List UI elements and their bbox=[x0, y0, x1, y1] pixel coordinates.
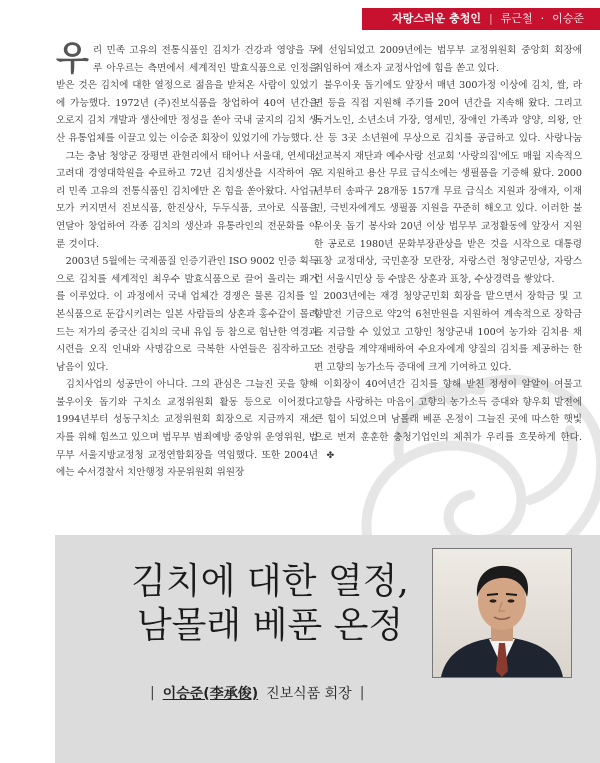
paragraph-8: 이회장이 40여년간 김치를 향해 받친 정성이 알알이 여물고 고향을 사랑하는 마음이 고향의 농가소득 증대와 향우회 발전에 큰 힘이 되었으며 남몰래 베푼 온정이 그늘진 곳에 따스한 햇빛으로 번져 훈훈한 충청기업인의 체취가 우리를 흐뭇하게 한다.✤ bbox=[314, 376, 582, 465]
drop-cap: 우 bbox=[56, 39, 89, 79]
paragraph-2: 그는 충남 청양군 장평면 관현리에서 태어나 서울대, 연세대, 고려대 경영대학원을 수료하고 72년 김치생산을 시작하여 우리 민족 고유의 전통식품인 김치에만 온 힘을 쏟아왔다. 사업규모가 커지면서 진보식품, 한진상사, 두두식품, 코아로 식품을 연달아 창업하여 각종 김치의 생산과 유통라인의 전문화를 이룬 것이다. bbox=[56, 150, 318, 250]
article-column-left bbox=[56, 39, 318, 482]
author-role: 진보식품 회장 bbox=[266, 686, 352, 702]
portrait-icon bbox=[433, 549, 571, 677]
paragraph-5: 에 선임되었고 2009년에는 법무부 교정위원회 중앙회 회장에 취임하여 재소자 교정사업에 힘을 쏟고 있다. bbox=[314, 45, 582, 74]
author-name: 이승준(李承俊) bbox=[162, 686, 259, 702]
paragraph-1: 우리 민족 고유의 전통식품인 김치가 건강과 영양을 두루 아우르는 측면에서 세계적인 발효식품으로 인정을 받은 것은 김치에 대한 열정으로 젊음을 받쳐온 사람이 있었기에 가능했다. 1972년 (주)진보식품을 창업하여 40여 년간을 오로지 김치 개발과 생산에만 정성을 쏟아 국내 굴지의 김치 생산 유통업체를 이끌고 있는 이승준 회장이 있었기에 가능했다. bbox=[56, 39, 318, 144]
title-line-2: 남몰래 베푼 온정 bbox=[136, 605, 404, 646]
end-mark-icon: ✤ bbox=[326, 450, 335, 461]
dot-separator: · bbox=[540, 12, 545, 25]
paragraph-6: 불우이웃 돕기에도 앞장서 매년 300가정 이상에 김치, 쌀, 라면 등을 직접 지원해 주기를 20여 년간을 지속해 왔다. 그리고 독거노인, 소년소녀 가장, 영세민, 장애인 가족과 양양, 의왕, 안산 등 3곳 소년원에 무상으로 김치를 공급하고 있다. 사랑나눔 선교복지 재단과 예수사랑 선교회 '사랑의집'에도 매월 지속적으로 지원하고 용산 무료 급식소에는 생필품을 기증해 왔다. 2000년부터 송파구 28개동 157개 무료 급식소 지원과 장애자, 이재민, 극빈자에게도 생필품 지원을 꾸준히 해오고 있다. 이러한 불우이웃 돕기 봉사와 20년 이상 법무부 교정활동에 앞장서 지원한 공로로 1980년 문화부장관상을 받은 것을 시작으로 대통령표창 교정대상, 국민훈장 모란장, 자랑스런 청양군민상, 자랑스런 서울시민상 등 수많은 상훈과 표창, 수상경력을 쌓았다. bbox=[314, 80, 582, 285]
subject-name: 이승준 bbox=[552, 12, 584, 25]
page-header bbox=[0, 0, 600, 34]
category-label: 류근철 bbox=[500, 12, 533, 25]
byline: | 이승준(李承俊) 진보식품 회장 | bbox=[150, 685, 365, 702]
portrait-photo bbox=[432, 548, 572, 678]
section-title: 자랑스러운 충청인 bbox=[392, 12, 481, 25]
title-line-1: 김치에 대한 열정, bbox=[131, 561, 409, 602]
section-banner: 자랑스러운 충청인 | 류근철 · 이승준 bbox=[362, 8, 600, 30]
paragraph-3: 2003년 5월에는 국제품질 인증기관인 ISO 9002 인증 획득으로 김치를 세계적인 최우수 발효식품으로 끌어 올리는 쾌거를 이루었다. 이 과정에서 국내 업체간 경쟁은 물론 김치를 일본식품으로 둔갑시키려는 일본 사람들의 상혼과 홍수같이 몰려드는 저가의 중국산 김치의 국내 유입 등 참으로 험난한 역경과 시련을 오직 인내와 사명감으로 극복한 사연들은 짐작하고도 남음이 있다. bbox=[56, 256, 318, 373]
article-title bbox=[110, 560, 430, 648]
paragraph-7: 2003년에는 재경 청양군민회 회장을 맡으면서 장학금 및 고향발전 기금으로 약2억 6천만원을 지원하여 계속적으로 장학금을 지급할 수 있었고 고향인 청양군내 100여 농가와 김치용 채소 전량을 계약재배하여 수요자에게 양질의 김치를 제공하는 한편 고향의 농가소득 증대에 크게 기여하고 있다. bbox=[314, 291, 582, 373]
article-column-right bbox=[314, 42, 582, 465]
paragraph-4: 김치사업의 성공만이 아니다. 그의 관심은 그늘진 곳을 향해 불우이웃 돕기와 구치소 교정위원회 활동 등으로 이어졌다. 1994년부터 성동구치소 교정위원회 회장으로 지금까지 재소자를 위해 힘쓰고 있으며 법무부 범죄예방 중앙위 운영위원, 법무부 서울지방교정청 교정연합회장을 역임했다. 또한 2004년에는 수서경찰서 치안행정 자문위원회 위원장 bbox=[56, 379, 318, 479]
